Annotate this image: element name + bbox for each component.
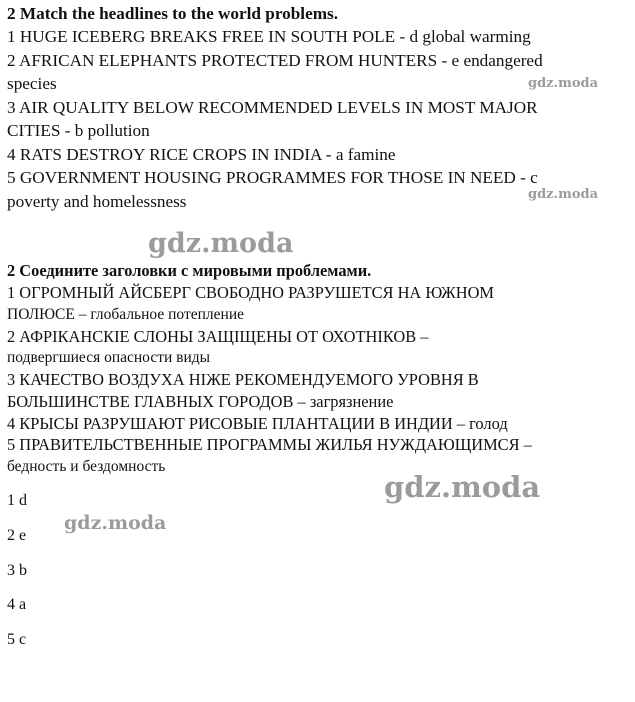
russian-line: БОЛЬШИНСТВЕ ГЛАВНЫХ ГОРОДОВ – загрязнение [7, 392, 394, 411]
russian-line: ПОЛЮСЕ – глобальное потепление [7, 306, 244, 323]
english-line: 3 AIR QUALITY BELOW RECOMMENDED LEVELS IN MOST MAJOR [7, 98, 538, 117]
english-line: poverty and homelessness [7, 192, 187, 211]
russian-line: 1 ОГРОМНЫЙ АЙСБЕРГ СВОБОДНО РАЗРУШЕТСЯ НА ЮЖНОМ [7, 283, 494, 302]
answer-item: 3 b [7, 562, 27, 579]
english-line: CITIES - b pollution [7, 121, 150, 140]
answer-item: 1 d [7, 492, 27, 509]
watermark: gdz.moda [384, 470, 541, 504]
answer-item: 4 a [7, 596, 27, 613]
watermark: gdz.moda [64, 512, 167, 534]
english-line: 5 GOVERNMENT HOUSING PROGRAMMES FOR THOSE IN NEED - c [7, 168, 538, 187]
russian-task-title: 2 Соедините заголовки с мировыми проблемами. [7, 261, 372, 280]
russian-line: 5 ПРАВИТЕЛЬСТВЕННЫЕ ПРОГРАММЫ ЖИЛЬЯ НУЖДАЮЩИМСЯ – [7, 435, 532, 454]
english-line: 4 RATS DESTROY RICE CROPS IN INDIA - a famine [7, 145, 396, 164]
english-task-title: 2 Match the headlines to the world problems. [7, 4, 339, 23]
english-line: 1 HUGE ICEBERG BREAKS FREE IN SOUTH POLE - d global warming [7, 27, 531, 46]
russian-line: бедность и бездомность [7, 458, 166, 475]
russian-line: 4 КРЫСЫ РАЗРУШАЮТ РИСОВЫЕ ПЛАНТАЦИИ В ИНДИИ – голод [7, 414, 508, 433]
russian-line: 3 КАЧЕСТВО ВОЗДУХА НIЖЕ РЕКОМЕНДУЕМОГО УРОВНЯ В [7, 370, 479, 389]
answer-item: 2 e [7, 527, 27, 544]
english-line: 2 AFRICAN ELEPHANTS PROTECTED FROM HUNTERS - e endangered [7, 51, 543, 70]
watermark: gdz.moda [148, 228, 294, 259]
russian-line: подвергшиеся опасности виды [7, 349, 211, 366]
watermark: gdz.moda [528, 76, 599, 91]
english-line: species [7, 74, 57, 93]
russian-line: 2 АФРIКАНСКIЕ СЛОНЫ ЗАЩIЩЕНЫ ОТ ОХОТНIКОВ – [7, 327, 429, 346]
answer-item: 5 c [7, 631, 27, 648]
watermark: gdz.moda [528, 187, 599, 202]
